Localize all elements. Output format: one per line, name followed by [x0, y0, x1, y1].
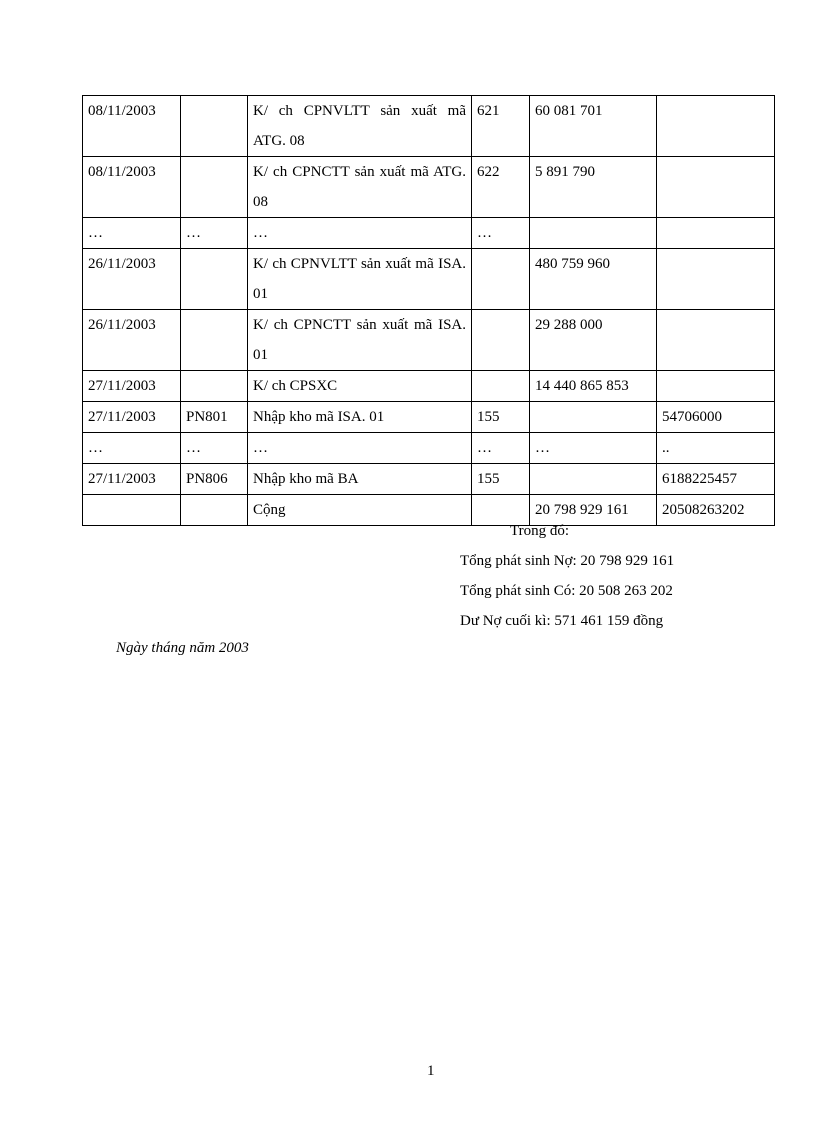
- credit-cell: [657, 310, 775, 371]
- signature-date: Ngày tháng năm 2003: [116, 640, 249, 656]
- account-cell: 155: [472, 464, 530, 495]
- document-cell: …: [181, 218, 248, 249]
- account-cell: [472, 495, 530, 526]
- credit-cell: [657, 371, 775, 402]
- description-cell: …: [248, 218, 472, 249]
- account-cell: 155: [472, 402, 530, 433]
- table-row: [83, 402, 775, 433]
- description-cell: K/ ch CPNVLTT sản xuất mã ISA. 01: [248, 249, 472, 310]
- table-row: [83, 96, 775, 157]
- debit-cell: …: [530, 433, 657, 464]
- date-cell: 27/11/2003: [83, 371, 181, 402]
- document-cell: …: [181, 433, 248, 464]
- table-row: [83, 218, 775, 249]
- ledger-table: [82, 95, 775, 526]
- document-cell: [181, 249, 248, 310]
- table-row: [83, 249, 775, 310]
- date-cell: 08/11/2003: [83, 157, 181, 218]
- account-cell: [472, 249, 530, 310]
- document-cell: PN801: [181, 402, 248, 433]
- credit-cell: [657, 249, 775, 310]
- description-cell: K/ ch CPNCTT sản xuất mã ATG. 08: [248, 157, 472, 218]
- date-cell: [83, 495, 181, 526]
- description-cell: K/ ch CPNCTT sản xuất mã ISA. 01: [248, 310, 472, 371]
- table-row: [83, 310, 775, 371]
- credit-cell: 6188225457: [657, 464, 775, 495]
- debit-cell: [530, 464, 657, 495]
- document-cell: [181, 495, 248, 526]
- account-cell: …: [472, 218, 530, 249]
- account-cell: …: [472, 433, 530, 464]
- table-row: [83, 464, 775, 495]
- credit-cell: ..: [657, 433, 775, 464]
- document-cell: [181, 310, 248, 371]
- page-number: 1: [427, 1063, 435, 1079]
- credit-cell: 54706000: [657, 402, 775, 433]
- description-cell: K/ ch CPNVLTT sản xuất mã ATG. 08: [248, 96, 472, 157]
- document-cell: [181, 157, 248, 218]
- total-credit-line: Tổng phát sinh Có: 20 508 263 202: [460, 583, 673, 599]
- description-cell: …: [248, 433, 472, 464]
- date-cell: 26/11/2003: [83, 310, 181, 371]
- total-row: [83, 495, 775, 526]
- date-cell: 08/11/2003: [83, 96, 181, 157]
- date-cell: 27/11/2003: [83, 402, 181, 433]
- debit-cell: [530, 402, 657, 433]
- date-cell: 27/11/2003: [83, 464, 181, 495]
- table-row: [83, 157, 775, 218]
- description-cell: Nhập kho mã ISA. 01: [248, 402, 472, 433]
- document-cell: PN806: [181, 464, 248, 495]
- description-cell: K/ ch CPSXC: [248, 371, 472, 402]
- total-debit-line: Tổng phát sinh Nợ: 20 798 929 161: [460, 553, 675, 569]
- debit-cell: 29 288 000: [530, 310, 657, 371]
- account-cell: [472, 371, 530, 402]
- debit-cell: 60 081 701: [530, 96, 657, 157]
- total-label: Cộng: [248, 495, 472, 526]
- closing-balance-line: Dư Nợ cuối kì: 571 461 159 đồng: [460, 613, 664, 629]
- credit-cell: [657, 157, 775, 218]
- date-cell: …: [83, 433, 181, 464]
- date-cell: 26/11/2003: [83, 249, 181, 310]
- account-cell: 622: [472, 157, 530, 218]
- table-row: [83, 433, 775, 464]
- document-cell: [181, 96, 248, 157]
- account-cell: 621: [472, 96, 530, 157]
- credit-cell: [657, 218, 775, 249]
- table-row: [83, 371, 775, 402]
- document-cell: [181, 371, 248, 402]
- debit-cell: 14 440 865 853: [530, 371, 657, 402]
- summary-heading: Trong đó:: [510, 523, 570, 539]
- description-cell: Nhập kho mã BA: [248, 464, 472, 495]
- credit-cell: [657, 96, 775, 157]
- debit-cell: [530, 218, 657, 249]
- total-credit-cell: 20508263202: [657, 495, 775, 526]
- date-cell: …: [83, 218, 181, 249]
- account-cell: [472, 310, 530, 371]
- total-debit-cell: 20 798 929 161: [530, 495, 657, 526]
- debit-cell: 480 759 960: [530, 249, 657, 310]
- debit-cell: 5 891 790: [530, 157, 657, 218]
